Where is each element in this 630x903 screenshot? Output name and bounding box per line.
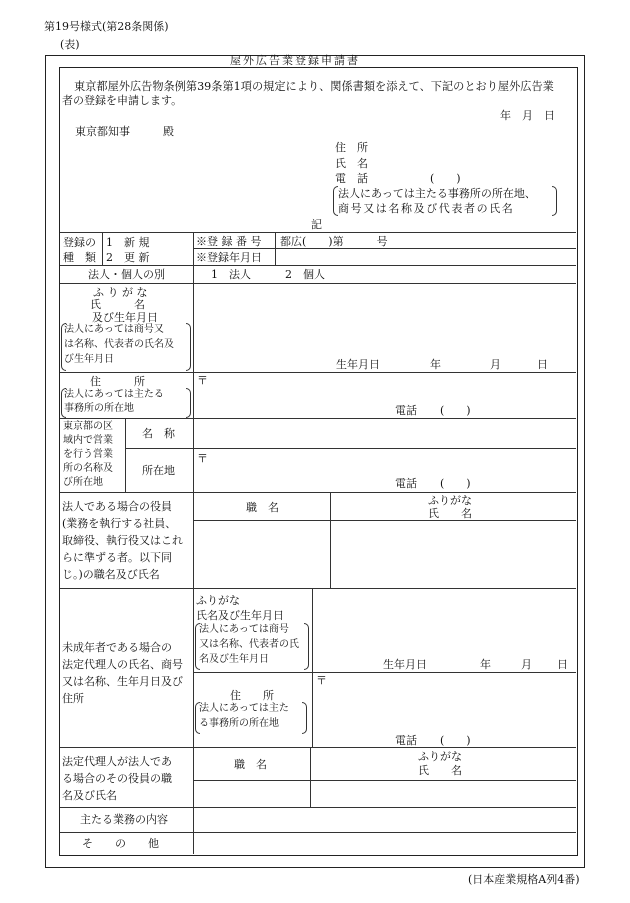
office-label-line-1: 東京都の区	[63, 421, 113, 432]
table-line	[60, 492, 576, 493]
office-phone-parens: ( )	[440, 477, 471, 490]
guardian-note-line-2: 又は名称、代表者の氏	[199, 639, 299, 650]
officers-name-label: 氏 名	[428, 507, 472, 520]
address-postal-mark: 〒	[197, 374, 208, 387]
address-label: 住 所	[90, 375, 145, 388]
table-line	[330, 492, 331, 588]
table-line	[310, 747, 311, 807]
registration-date-label: ※登録年月日	[196, 251, 262, 264]
guardian-phone-label: 電話	[395, 734, 417, 747]
table-line	[193, 520, 576, 521]
inner-frame	[59, 67, 578, 856]
name-birth-year: 年	[430, 358, 441, 371]
office-phone-label: 電話	[395, 477, 417, 490]
table-line	[60, 832, 576, 833]
entity-type-label: 法人・個人の別	[88, 268, 165, 281]
address-phone-parens: ( )	[440, 404, 471, 417]
table-line	[193, 248, 576, 249]
officers-label-line-1: 法人である場合の役員	[62, 500, 172, 513]
guardian-officers-label-line-1: 法定代理人が法人であ	[62, 755, 172, 768]
registration-number-value: 都広( )第 号	[280, 235, 388, 248]
table-line	[193, 672, 576, 673]
address-note-line-1: 法人にあっては主たる	[64, 389, 164, 400]
address-phone-label: 電話	[395, 404, 417, 417]
guardian-furigana-label: ふりがな	[196, 594, 240, 607]
guardian-birth-date-label: 生年月日	[383, 658, 427, 671]
name-note-bracket-right	[186, 323, 191, 371]
guardian-address-bracket-right	[302, 702, 307, 734]
guardian-name-birth-label: 氏名及び生年月日	[196, 609, 284, 622]
applicant-note-line-2: 商号又は名称及び代表者の氏名	[338, 202, 515, 215]
table-line	[60, 283, 576, 284]
name-label: 氏 名	[90, 298, 145, 311]
registration-type-label-1: 登録の	[63, 236, 96, 249]
guardian-note-line-3: 名及び生年月日	[199, 654, 269, 665]
office-label-line-4: 所の名称及	[63, 463, 113, 474]
guardian-label-line-3: 又は名称、生年月日及び	[62, 675, 183, 688]
guardian-postal-mark: 〒	[316, 674, 327, 687]
office-location-label: 所在地	[142, 464, 175, 477]
guardian-label-line-1: 未成年者である場合の	[62, 641, 172, 654]
guardian-officers-title-label: 職 名	[234, 758, 267, 771]
address-note-line-2: 事務所の所在地	[64, 403, 134, 414]
name-birth-month: 月	[490, 358, 501, 371]
applicant-address-label: 住 所	[335, 141, 368, 154]
guardian-address-label: 住 所	[230, 689, 274, 702]
table-line	[60, 232, 576, 233]
application-date: 年 月 日	[500, 109, 555, 122]
guardian-address-note-line-2: る事務所の所在地	[199, 718, 279, 729]
table-line	[193, 232, 194, 854]
name-note-line-3: び生年月日	[64, 354, 114, 365]
guardian-birth-year: 年	[480, 658, 491, 671]
name-birth-date-label: 生年月日	[336, 358, 380, 371]
officers-label-line-4: らに準ずる者。以下同	[62, 551, 172, 564]
officers-label-line-3: 取締役、執行役又はこれ	[62, 534, 183, 547]
table-line	[275, 232, 276, 265]
paper-size-note: (日本産業規格A列4番)	[468, 873, 580, 886]
guardian-officers-name-label: 氏 名	[418, 764, 462, 777]
registration-type-label-2: 種 類	[63, 251, 96, 264]
table-line	[60, 418, 576, 419]
table-line	[102, 232, 103, 265]
registration-option-renew: 2 更 新	[106, 251, 150, 264]
officers-label-line-2: (業務を執行する社員、	[62, 517, 177, 530]
table-line	[193, 780, 576, 781]
table-line	[312, 588, 313, 747]
guardian-officers-furigana-label: ふりがな	[418, 750, 462, 763]
name-furigana-label: ふ り が な	[93, 286, 148, 299]
name-note-line-1: 法人にあっては商号又	[64, 324, 164, 335]
office-label-line-2: 域内で営業	[63, 435, 113, 446]
guardian-birth-month: 月	[521, 658, 532, 671]
applicant-phone-label: 電 話	[335, 172, 368, 185]
guardian-address-note-line-1: 法人にあっては主た	[199, 703, 289, 714]
guardian-officers-label-line-2: る場合のその役員の職	[62, 772, 172, 785]
name-birth-label: 及び生年月日	[92, 311, 158, 324]
registration-number-label: ※登 録 番 号	[196, 235, 262, 248]
ki-label: 記	[311, 218, 322, 231]
form-title: 屋外広告業登録申請書	[230, 54, 360, 67]
office-label-line-5: び所在地	[63, 477, 103, 488]
guardian-phone-parens: ( )	[440, 734, 471, 747]
table-line	[60, 588, 576, 589]
guardian-note-line-1: 法人にあっては商号	[199, 624, 289, 635]
table-line	[60, 747, 576, 748]
side-label: (表)	[60, 38, 80, 51]
name-birth-day: 日	[537, 358, 548, 371]
address-note-bracket-right	[186, 388, 191, 418]
office-postal-mark: 〒	[197, 452, 208, 465]
office-name-label: 名 称	[142, 427, 175, 440]
officers-label-line-5: じ。)の職名及び氏名	[62, 568, 160, 581]
intro-line-2: 者の登録を申請します。	[62, 94, 183, 107]
guardian-officers-label-line-3: 名及び氏名	[62, 789, 117, 802]
registration-option-new: 1 新 規	[106, 236, 150, 249]
guardian-label-line-4: 住所	[62, 692, 84, 705]
intro-line-1: 東京都屋外広告物条例第39条第1項の規定により、関係書類を添えて、下記のとおり屋外広告業	[74, 80, 554, 93]
table-line	[60, 372, 576, 373]
office-label-line-3: を行う営業	[63, 449, 113, 460]
officers-title-label: 職 名	[246, 501, 279, 514]
table-line	[60, 807, 576, 808]
officers-furigana-label: ふりがな	[428, 494, 472, 507]
form-number: 第19号様式(第28条関係)	[44, 20, 169, 33]
applicant-note-line-1: 法人にあっては主たる事務所の所在地、	[338, 187, 536, 200]
guardian-label-line-2: 法定代理人の氏名、商号	[62, 658, 183, 671]
main-business-label: 主たる業務の内容	[80, 813, 168, 826]
table-line	[60, 265, 576, 266]
table-line	[125, 418, 126, 492]
applicant-phone-parens: ( )	[430, 172, 461, 185]
name-note-line-2: は名称、代表者の氏名及	[64, 339, 174, 350]
entity-type-corporation: 1 法人	[211, 268, 251, 281]
guardian-note-bracket-right	[304, 623, 309, 670]
other-label: そ の 他	[82, 837, 159, 850]
applicant-name-label: 氏 名	[335, 157, 368, 170]
guardian-birth-day: 日	[557, 658, 568, 671]
entity-type-individual: 2 個人	[285, 268, 325, 281]
addressee: 東京都知事 殿	[75, 125, 174, 138]
applicant-note-bracket-right	[552, 186, 557, 216]
